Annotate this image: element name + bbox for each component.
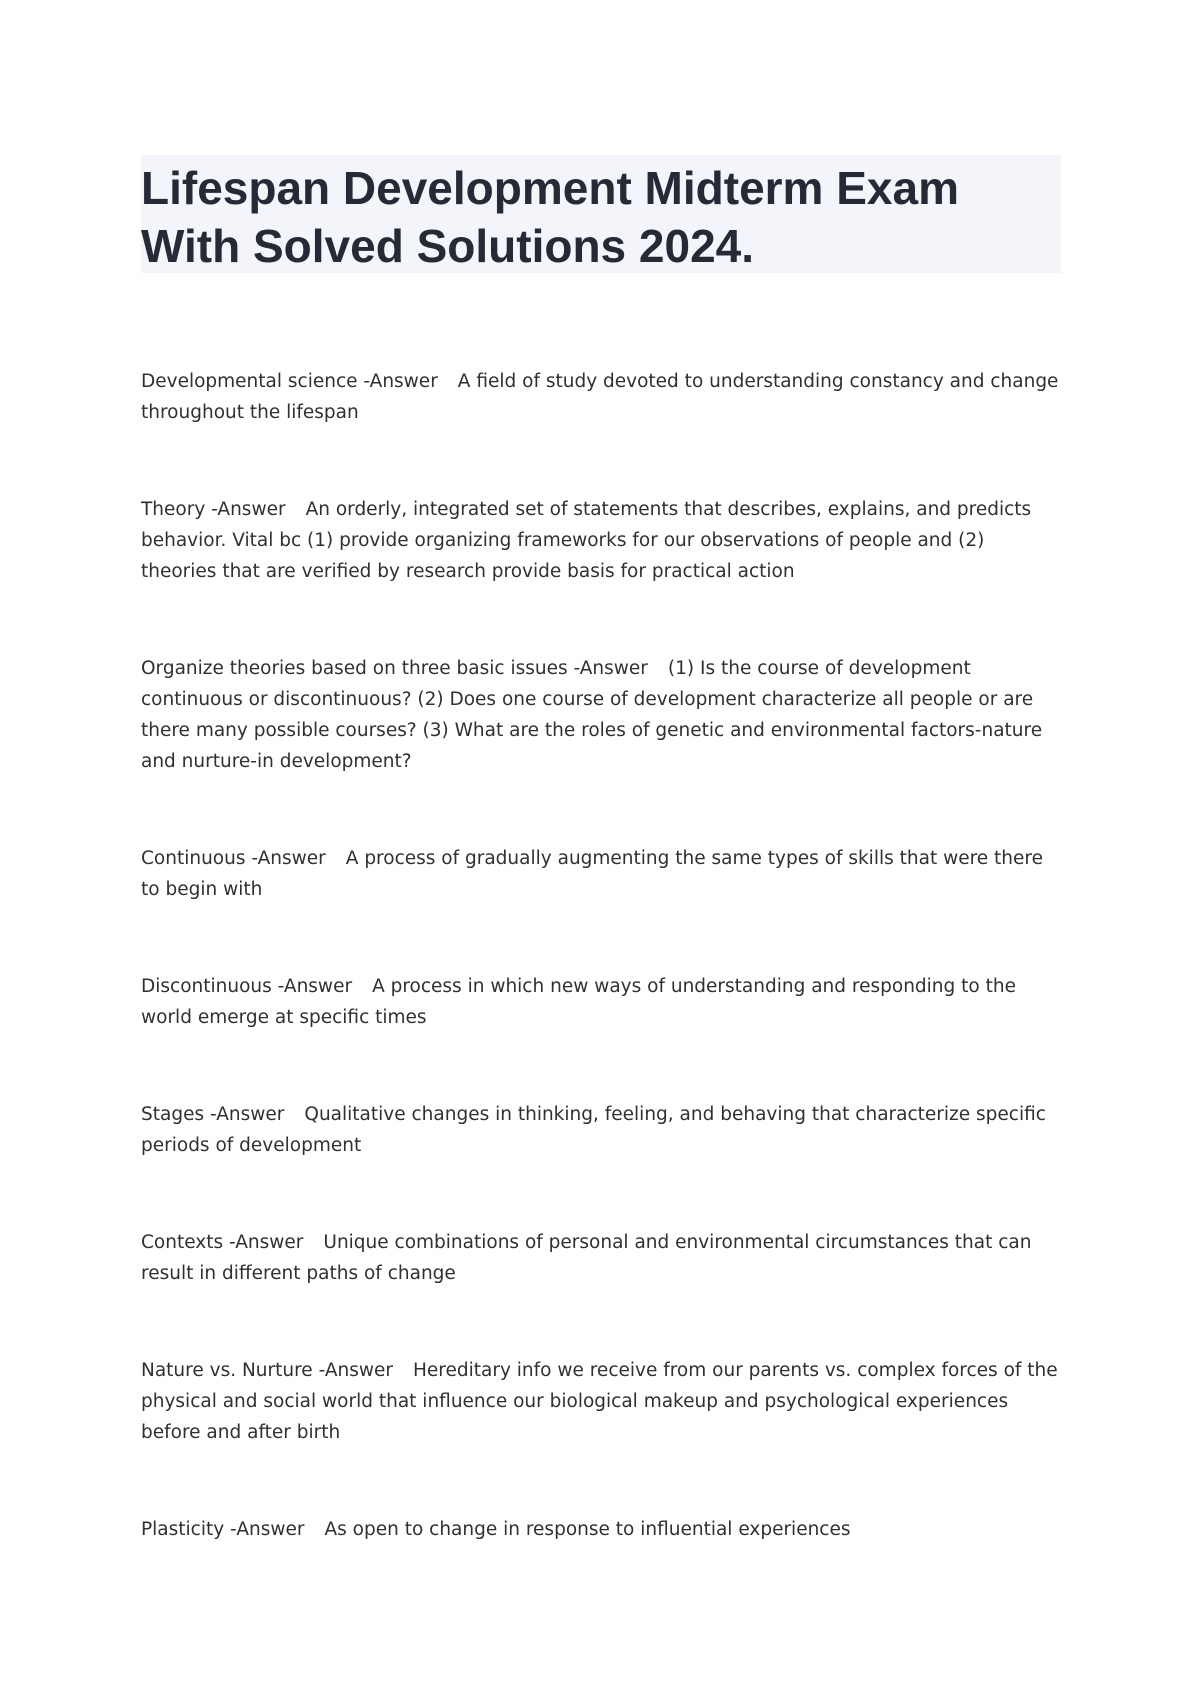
- qa-term: Stages -Answer: [141, 1104, 285, 1125]
- qa-item: [141, 653, 1061, 777]
- qa-list: [141, 366, 1061, 1545]
- qa-item: [141, 366, 1061, 428]
- qa-definition: A field of study devoted to understanding constancy and change throughout the lifespan: [141, 371, 1059, 423]
- qa-term: Developmental science -Answer: [141, 371, 438, 392]
- qa-item: [141, 971, 1061, 1033]
- qa-definition: A process of gradually augmenting the same types of skills that were there to begin with: [141, 848, 1043, 900]
- qa-term: Theory -Answer: [141, 499, 286, 520]
- qa-definition: Unique combinations of personal and environmental circumstances that can result in different paths of change: [141, 1232, 1032, 1284]
- qa-definition: Hereditary info we receive from our parents vs. complex forces of the physical and social world that influence our biological makeup and psychological experiences before and after birth: [141, 1360, 1058, 1443]
- qa-item: [141, 1099, 1061, 1161]
- qa-item: [141, 1227, 1061, 1289]
- qa-item: [141, 1514, 1061, 1545]
- document-title: Lifespan Development Midterm Exam With Solved Solutions 2024.: [141, 162, 959, 272]
- qa-term: Organize theories based on three basic issues -Answer: [141, 658, 648, 679]
- title-block: [141, 155, 1061, 273]
- qa-item: [141, 494, 1061, 587]
- qa-definition: A process in which new ways of understanding and responding to the world emerge at specific times: [141, 976, 1016, 1028]
- qa-item: [141, 843, 1061, 905]
- qa-term: Discontinuous -Answer: [141, 976, 353, 997]
- qa-item: [141, 1355, 1061, 1448]
- qa-definition: An orderly, integrated set of statements that describes, explains, and predicts behavior. Vital bc (1) provide organizing frameworks for our observations of people and (2) theories that are verified by research provide basis for practical action: [141, 499, 1032, 582]
- qa-definition: Qualitative changes in thinking, feeling, and behaving that characterize specific periods of development: [141, 1104, 1046, 1156]
- qa-term: Contexts -Answer: [141, 1232, 304, 1253]
- qa-term: Continuous -Answer: [141, 848, 326, 869]
- qa-term: Nature vs. Nurture -Answer: [141, 1360, 393, 1381]
- qa-term: Plasticity -Answer: [141, 1519, 305, 1540]
- qa-definition: As open to change in response to influential experiences: [324, 1519, 851, 1540]
- qa-definition: (1) Is the course of development continuous or discontinuous? (2) Does one course of development characterize all people or are there many possible courses? (3) What are the roles of genetic and environmental factors-nature and nurture-in development?: [141, 658, 1043, 772]
